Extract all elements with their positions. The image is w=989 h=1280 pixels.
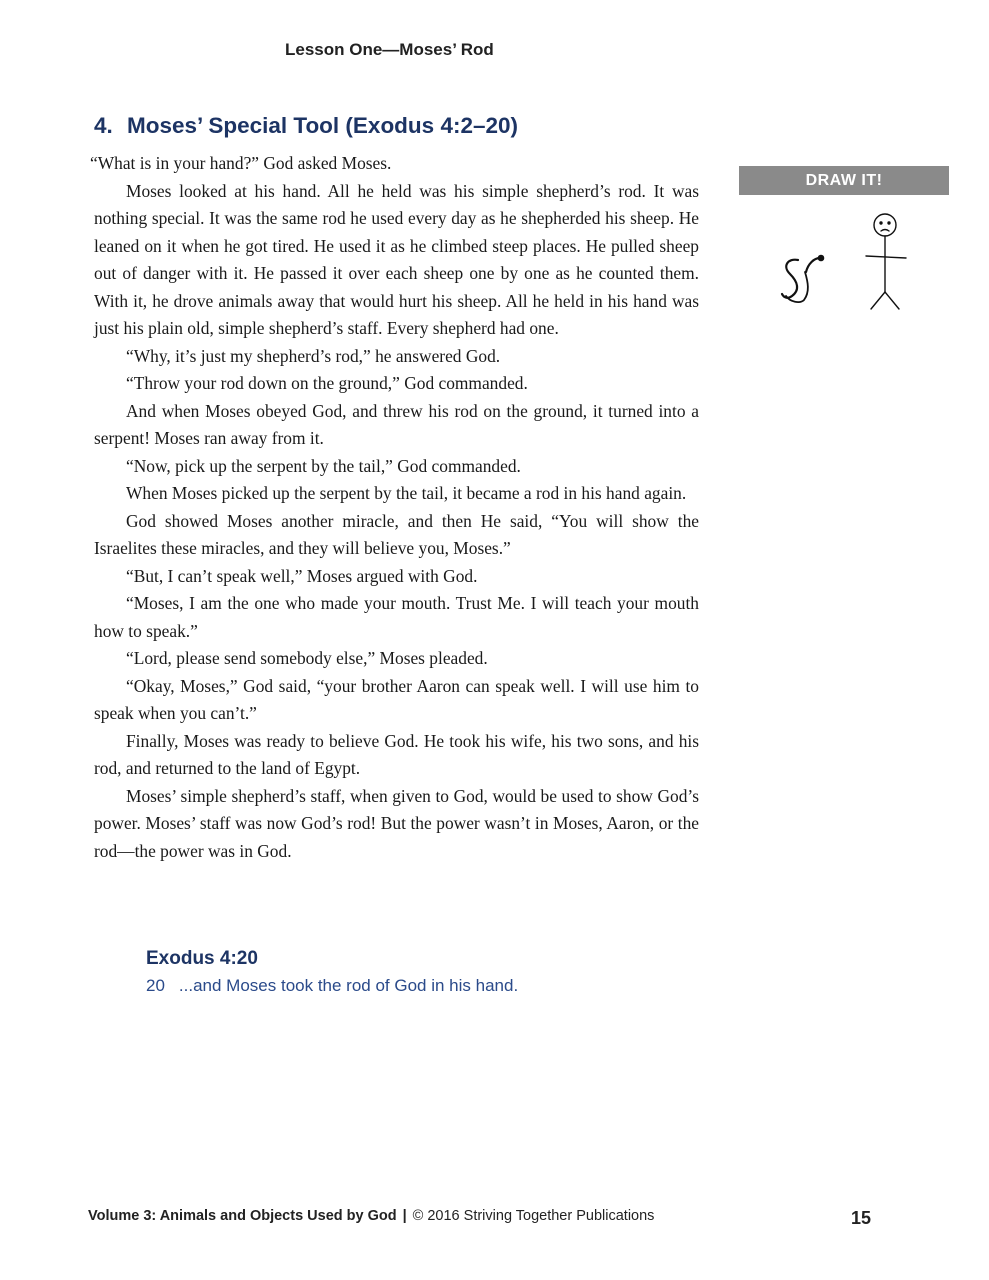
story-paragraph: “Okay, Moses,” God said, “your brother Aaron can speak well. I will use him to speak when you can’t.” — [94, 675, 699, 723]
story-paragraph: Moses looked at his hand. All he held was his simple shepherd’s rod. It was nothing special. It was the same rod he used every day as he shepherded his sheep. He leaned on it when he got tired. He used it as he climbed steep places. He pulled sheep out of danger with it. He passed it over each sheep one by one as he counted them. With it, he drove animals away that would hurt his sheep. All he held in his hand was just his plain old, simple shepherd’s staff. Every shepherd had one. — [94, 180, 699, 338]
draw-it-label: DRAW IT! — [739, 166, 949, 195]
memory-verse — [146, 948, 518, 996]
draw-it-illustration — [770, 200, 940, 320]
verse-line — [146, 976, 518, 996]
serpent-rod-icon — [782, 256, 823, 302]
story-paragraph: “Why, it’s just my shepherd’s rod,” he answered God. — [126, 345, 501, 366]
story-paragraph: “Now, pick up the serpent by the tail,” God commanded. — [126, 455, 521, 476]
page-number: 15 — [851, 1208, 872, 1228]
verse-text: ...and Moses took the rod of God in his hand. — [178, 976, 519, 995]
story-body — [90, 150, 699, 865]
verse-reference: Exodus 4:20 — [146, 948, 258, 969]
story-paragraph: When Moses picked up the serpent by the tail, it became a rod in his hand again. — [126, 483, 687, 503]
verse-number: 20 — [146, 976, 165, 995]
footer-copyright: © 2016 Striving Together Publications — [412, 1208, 655, 1224]
story-paragraph: “Moses, I am the one who made your mouth. Trust Me. I will teach your mouth how to speak.” — [94, 593, 699, 641]
story-paragraph: Finally, Moses was ready to believe God. He took his wife, his two sons, and his rod, and returned to the land of Egypt. — [94, 730, 699, 778]
running-title: Lesson One—Moses’ Rod — [285, 40, 494, 59]
stick-figure-icon — [866, 214, 906, 309]
story-paragraph: God showed Moses another miracle, and then He said, “You will show the Israelites these miracles, and they will believe you, Moses.” — [94, 510, 699, 558]
story-paragraph: “Throw your rod down on the ground,” God commanded. — [126, 373, 528, 393]
section-title-text: Moses’ Special Tool (Exodus 4:2–20) — [127, 113, 518, 138]
story-paragraph: “What is in your hand?” God asked Moses. — [90, 153, 392, 173]
story-paragraph: “Lord, please send somebody else,” Moses pleaded. — [126, 648, 488, 668]
footer-volume: Volume 3: Animals and Objects Used by God — [88, 1208, 397, 1224]
section-heading — [94, 113, 518, 139]
story-paragraph: “But, I can’t speak well,” Moses argued with God. — [126, 565, 478, 586]
story-paragraph: Moses’ simple shepherd’s staff, when given to God, would be used to show God’s power. Moses’ staff was now God’s rod! But the power wasn’t in Moses, Aaron, or the rod—the power was in God. — [94, 785, 699, 861]
section-number: 4. — [94, 113, 113, 138]
page-footer — [88, 1208, 654, 1224]
footer-separator: | — [402, 1208, 407, 1224]
story-paragraph: And when Moses obeyed God, and threw his rod on the ground, it turned into a serpent! Moses ran away from it. — [94, 400, 699, 448]
